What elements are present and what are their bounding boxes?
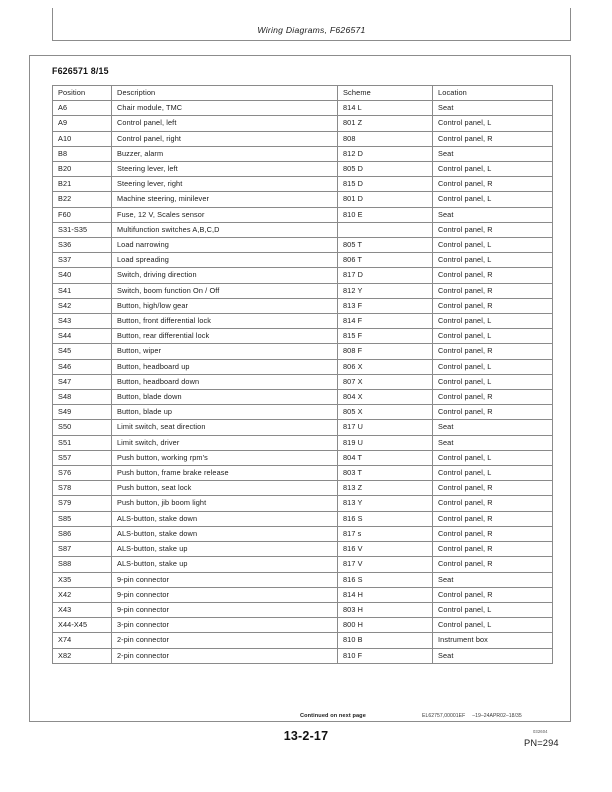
- cell-position: B21: [53, 177, 112, 192]
- cell-scheme: 810 B: [338, 633, 433, 648]
- cell-position: S88: [53, 557, 112, 572]
- cell-scheme: 803 T: [338, 466, 433, 481]
- cell-location: Control panel, R: [433, 177, 553, 192]
- cell-location: Control panel, R: [433, 557, 553, 572]
- cell-location: Control panel, L: [433, 238, 553, 253]
- cell-position: X74: [53, 633, 112, 648]
- cell-scheme: 812 Y: [338, 283, 433, 298]
- cell-position: B20: [53, 162, 112, 177]
- cell-position: S40: [53, 268, 112, 283]
- table-body: [53, 101, 553, 664]
- cell-position: S31-S35: [53, 222, 112, 237]
- cell-location: Seat: [433, 572, 553, 587]
- cell-description: 3-pin connector: [112, 618, 338, 633]
- table-row: [53, 511, 553, 526]
- cell-position: A10: [53, 131, 112, 146]
- cell-location: Control panel, R: [433, 222, 553, 237]
- table-row: [53, 542, 553, 557]
- cell-scheme: 817 V: [338, 557, 433, 572]
- cell-description: Buzzer, alarm: [112, 146, 338, 161]
- cell-description: Button, headboard up: [112, 359, 338, 374]
- column-header-location: Location: [433, 86, 553, 101]
- cell-location: Control panel, L: [433, 374, 553, 389]
- cell-scheme: 819 U: [338, 435, 433, 450]
- cell-location: Control panel, L: [433, 602, 553, 617]
- table-row: [53, 618, 553, 633]
- cell-description: Push button, frame brake release: [112, 466, 338, 481]
- table-row: [53, 146, 553, 161]
- table-row: [53, 192, 553, 207]
- table-row: [53, 496, 553, 511]
- cell-description: Button, blade up: [112, 405, 338, 420]
- cell-scheme: 806 X: [338, 359, 433, 374]
- cell-position: S47: [53, 374, 112, 389]
- cell-scheme: 800 H: [338, 618, 433, 633]
- cell-location: Control panel, R: [433, 481, 553, 496]
- cell-description: Button, high/low gear: [112, 298, 338, 313]
- cell-scheme: 805 X: [338, 405, 433, 420]
- cell-position: S37: [53, 253, 112, 268]
- page-number: 13-2-17: [283, 729, 329, 743]
- cell-scheme: 804 X: [338, 390, 433, 405]
- cell-scheme: 817 D: [338, 268, 433, 283]
- cell-location: Control panel, R: [433, 298, 553, 313]
- section-title: F626571 8/15: [52, 66, 109, 76]
- cell-location: Control panel, R: [433, 390, 553, 405]
- cell-location: Control panel, R: [433, 405, 553, 420]
- cell-description: Push button, seat lock: [112, 481, 338, 496]
- cell-description: Load narrowing: [112, 238, 338, 253]
- cell-description: ALS-button, stake down: [112, 526, 338, 541]
- cell-description: 2-pin connector: [112, 648, 338, 663]
- table-row: [53, 648, 553, 663]
- wiring-component-table: [52, 85, 553, 664]
- table-row: [53, 390, 553, 405]
- table-row: [53, 268, 553, 283]
- cell-description: Load spreading: [112, 253, 338, 268]
- cell-scheme: 816 S: [338, 511, 433, 526]
- cell-location: Control panel, L: [433, 162, 553, 177]
- cell-description: Control panel, right: [112, 131, 338, 146]
- cell-description: Machine steering, minilever: [112, 192, 338, 207]
- cell-position: S86: [53, 526, 112, 541]
- cell-scheme: 817 s: [338, 526, 433, 541]
- cell-location: Seat: [433, 435, 553, 450]
- cell-location: Control panel, L: [433, 466, 553, 481]
- cell-position: F60: [53, 207, 112, 222]
- cell-scheme: 816 S: [338, 572, 433, 587]
- cell-scheme: 810 F: [338, 648, 433, 663]
- table-row: [53, 374, 553, 389]
- table-row: [53, 405, 553, 420]
- cell-description: 9-pin connector: [112, 572, 338, 587]
- table-row: [53, 572, 553, 587]
- cell-description: Push button, jib boom light: [112, 496, 338, 511]
- cell-location: Control panel, L: [433, 329, 553, 344]
- cell-location: Control panel, R: [433, 511, 553, 526]
- cell-description: Control panel, left: [112, 116, 338, 131]
- cell-scheme: 816 V: [338, 542, 433, 557]
- cell-position: S79: [53, 496, 112, 511]
- column-header-description: Description: [112, 86, 338, 101]
- table-row: [53, 587, 553, 602]
- table-row: [53, 298, 553, 313]
- table-header-row: [53, 86, 553, 101]
- cell-position: A9: [53, 116, 112, 131]
- cell-location: Control panel, L: [433, 116, 553, 131]
- cell-scheme: 813 Z: [338, 481, 433, 496]
- cell-scheme: 814 H: [338, 587, 433, 602]
- cell-position: X82: [53, 648, 112, 663]
- table-row: [53, 329, 553, 344]
- cell-location: Control panel, L: [433, 314, 553, 329]
- table-row: [53, 253, 553, 268]
- table-row: [53, 359, 553, 374]
- cell-description: Button, blade down: [112, 390, 338, 405]
- table-row: [53, 116, 553, 131]
- table-row: [53, 420, 553, 435]
- table-row: [53, 162, 553, 177]
- table-row: [53, 283, 553, 298]
- cell-scheme: 807 X: [338, 374, 433, 389]
- cell-position: X42: [53, 587, 112, 602]
- page-content-frame: [29, 55, 571, 722]
- table-row: [53, 557, 553, 572]
- cell-scheme: 815 D: [338, 177, 433, 192]
- table-row: [53, 222, 553, 237]
- cell-location: Seat: [433, 648, 553, 663]
- cell-location: Control panel, L: [433, 450, 553, 465]
- cell-scheme: [338, 222, 433, 237]
- cell-position: S42: [53, 298, 112, 313]
- cell-description: ALS-button, stake up: [112, 557, 338, 572]
- cell-position: A6: [53, 101, 112, 116]
- cell-location: Control panel, R: [433, 496, 553, 511]
- table-row: [53, 314, 553, 329]
- cell-scheme: 813 Y: [338, 496, 433, 511]
- cell-description: Button, wiper: [112, 344, 338, 359]
- cell-position: X44-X45: [53, 618, 112, 633]
- document-reference: [422, 713, 522, 719]
- cell-description: Button, rear differential lock: [112, 329, 338, 344]
- reference-date: –19–24APR02–18/35: [472, 713, 522, 719]
- cell-description: 2-pin connector: [112, 633, 338, 648]
- cell-location: Seat: [433, 146, 553, 161]
- table-row: [53, 207, 553, 222]
- cell-scheme: 801 Z: [338, 116, 433, 131]
- cell-position: S44: [53, 329, 112, 344]
- table-row: [53, 131, 553, 146]
- cell-position: B22: [53, 192, 112, 207]
- continued-on-next-page-label: Continued on next page: [300, 713, 366, 719]
- cell-description: 9-pin connector: [112, 587, 338, 602]
- table-row: [53, 526, 553, 541]
- table-header: [53, 86, 553, 101]
- cell-position: S51: [53, 435, 112, 450]
- cell-description: Steering lever, left: [112, 162, 338, 177]
- cell-description: Multifunction switches A,B,C,D: [112, 222, 338, 237]
- cell-location: Control panel, R: [433, 526, 553, 541]
- cell-location: Instrument box: [433, 633, 553, 648]
- running-header: [52, 8, 571, 41]
- cell-location: Control panel, R: [433, 268, 553, 283]
- cell-scheme: 803 H: [338, 602, 433, 617]
- cell-scheme: 804 T: [338, 450, 433, 465]
- cell-scheme: 808 F: [338, 344, 433, 359]
- cell-location: Seat: [433, 101, 553, 116]
- cell-scheme: 805 T: [338, 238, 433, 253]
- cell-position: S87: [53, 542, 112, 557]
- cell-description: Chair module, TMC: [112, 101, 338, 116]
- cell-location: Control panel, L: [433, 618, 553, 633]
- cell-location: Control panel, R: [433, 587, 553, 602]
- cell-position: S76: [53, 466, 112, 481]
- cell-position: S46: [53, 359, 112, 374]
- cell-description: ALS-button, stake down: [112, 511, 338, 526]
- cell-position: S78: [53, 481, 112, 496]
- cell-location: Control panel, R: [433, 344, 553, 359]
- cell-position: S57: [53, 450, 112, 465]
- table-row: [53, 101, 553, 116]
- table-row: [53, 466, 553, 481]
- cell-location: Seat: [433, 420, 553, 435]
- cell-position: S50: [53, 420, 112, 435]
- table-row: [53, 602, 553, 617]
- cell-scheme: 815 F: [338, 329, 433, 344]
- cell-description: Limit switch, seat direction: [112, 420, 338, 435]
- cell-location: Control panel, L: [433, 359, 553, 374]
- cell-location: Control panel, R: [433, 542, 553, 557]
- cell-position: X43: [53, 602, 112, 617]
- cell-scheme: 814 L: [338, 101, 433, 116]
- cell-scheme: 810 E: [338, 207, 433, 222]
- cell-position: S48: [53, 390, 112, 405]
- cell-description: Switch, boom function On / Off: [112, 283, 338, 298]
- cell-scheme: 817 U: [338, 420, 433, 435]
- revision-code: 032604: [533, 729, 548, 734]
- cell-scheme: 814 F: [338, 314, 433, 329]
- cell-position: B8: [53, 146, 112, 161]
- cell-position: S41: [53, 283, 112, 298]
- cell-position: S45: [53, 344, 112, 359]
- cell-position: S85: [53, 511, 112, 526]
- cell-description: 9-pin connector: [112, 602, 338, 617]
- cell-description: Fuse, 12 V, Scales sensor: [112, 207, 338, 222]
- table-row: [53, 435, 553, 450]
- cell-description: ALS-button, stake up: [112, 542, 338, 557]
- table-row: [53, 633, 553, 648]
- cell-description: Button, front differential lock: [112, 314, 338, 329]
- running-header-title: Wiring Diagrams, F626571: [257, 25, 366, 35]
- column-header-position: Position: [53, 86, 112, 101]
- cell-description: Button, headboard down: [112, 374, 338, 389]
- column-header-scheme: Scheme: [338, 86, 433, 101]
- cell-location: Control panel, R: [433, 283, 553, 298]
- cell-scheme: 813 F: [338, 298, 433, 313]
- cell-description: Limit switch, driver: [112, 435, 338, 450]
- table-row: [53, 344, 553, 359]
- table-row: [53, 238, 553, 253]
- table-row: [53, 450, 553, 465]
- cell-position: S43: [53, 314, 112, 329]
- reference-id: EL62757,00001EF: [422, 713, 466, 719]
- cell-position: S36: [53, 238, 112, 253]
- cell-scheme: 808: [338, 131, 433, 146]
- cell-location: Control panel, R: [433, 131, 553, 146]
- cell-description: Switch, driving direction: [112, 268, 338, 283]
- cell-location: Control panel, L: [433, 192, 553, 207]
- cell-description: Push button, working rpm's: [112, 450, 338, 465]
- cell-position: S49: [53, 405, 112, 420]
- cell-description: Steering lever, right: [112, 177, 338, 192]
- cell-scheme: 805 D: [338, 162, 433, 177]
- cell-scheme: 806 T: [338, 253, 433, 268]
- cell-location: Control panel, L: [433, 253, 553, 268]
- table-row: [53, 481, 553, 496]
- pn-label: PN=294: [524, 738, 559, 748]
- table-row: [53, 177, 553, 192]
- cell-scheme: 812 D: [338, 146, 433, 161]
- cell-scheme: 801 D: [338, 192, 433, 207]
- cell-position: X35: [53, 572, 112, 587]
- cell-location: Seat: [433, 207, 553, 222]
